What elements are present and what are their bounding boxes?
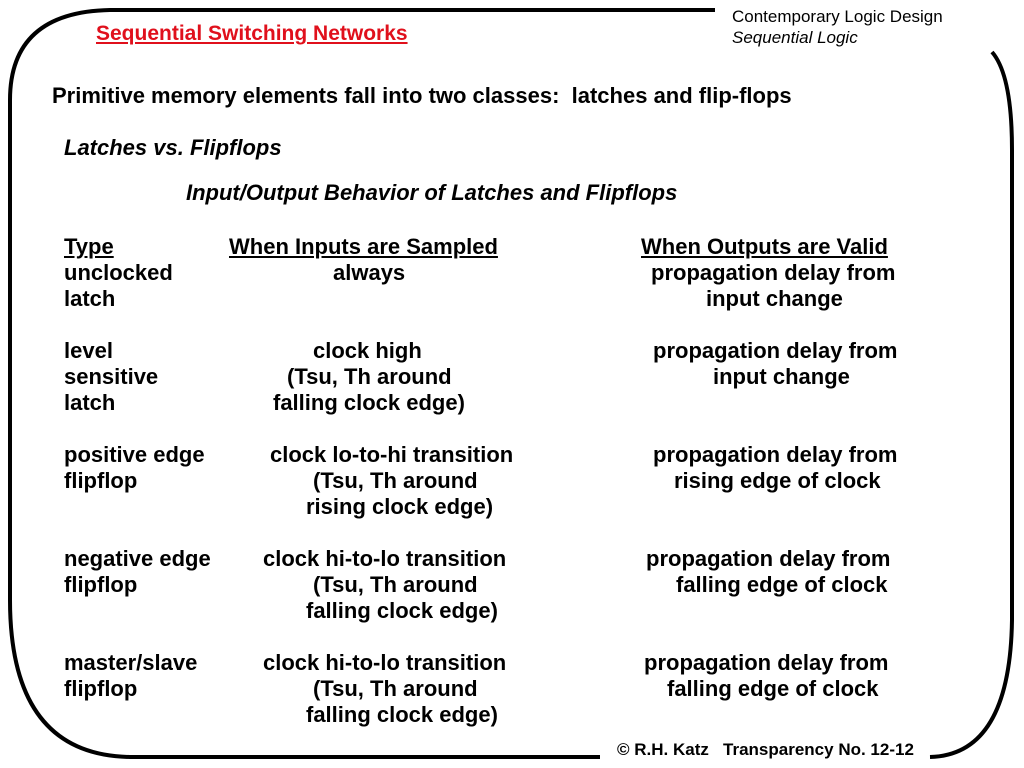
table-cell-type: level [64,338,113,363]
table-cell-type: flipflop [64,676,138,701]
table-cell-valid: propagation delay from [653,338,898,363]
table-title: Input/Output Behavior of Latches and Flipflops [186,180,678,205]
table-cell-valid: input change [706,286,843,311]
table-cell-valid: input change [713,364,850,389]
table-cell-type: unclocked [64,260,173,285]
table-cell-sampled: (Tsu, Th around [313,676,478,701]
table-cell-valid: falling edge of clock [667,676,879,701]
table-cell-sampled: (Tsu, Th around [313,572,478,597]
table-cell-sampled: (Tsu, Th around [313,468,478,493]
table-cell-valid: propagation delay from [644,650,889,675]
column-header-type: Type [64,234,114,259]
table-cell-type: master/slave [64,650,198,675]
chapter-title: Sequential Logic [732,28,858,47]
slide-title: Sequential Switching Networks [96,22,408,45]
footer-credit: © R.H. Katz Transparency No. 12-12 [617,740,914,759]
table-cell-sampled: clock high [313,338,422,363]
table-cell-valid: propagation delay from [646,546,891,571]
table-cell-sampled: clock lo-to-hi transition [270,442,514,467]
table-cell-sampled: falling clock edge) [306,598,498,623]
table-cell-sampled: clock hi-to-lo transition [263,650,507,675]
table-cell-type: negative edge [64,546,211,571]
table-cell-valid: rising edge of clock [674,468,881,493]
column-header-sampled: When Inputs are Sampled [229,234,498,259]
table-cell-type: positive edge [64,442,205,467]
table-cell-valid: propagation delay from [651,260,896,285]
table-cell-sampled: clock hi-to-lo transition [263,546,507,571]
table-cell-valid: falling edge of clock [676,572,888,597]
table-cell-valid: propagation delay from [653,442,898,467]
table-cell-type: latch [64,286,116,311]
table-cell-sampled: falling clock edge) [273,390,465,415]
table-cell-type: flipflop [64,468,138,493]
table-cell-sampled: rising clock edge) [306,494,494,519]
book-title: Contemporary Logic Design [732,7,943,26]
table-cell-sampled: always [333,260,406,285]
table-cell-type: flipflop [64,572,138,597]
table-cell-sampled: (Tsu, Th around [287,364,452,389]
intro-text: Primitive memory elements fall into two classes: latches and flip-flops [52,83,792,108]
table-cell-sampled: falling clock edge) [306,702,498,727]
table-cell-type: latch [64,390,116,415]
table-cell-type: sensitive [64,364,159,389]
subheading: Latches vs. Flipflops [64,135,282,160]
column-header-valid: When Outputs are Valid [641,234,888,259]
